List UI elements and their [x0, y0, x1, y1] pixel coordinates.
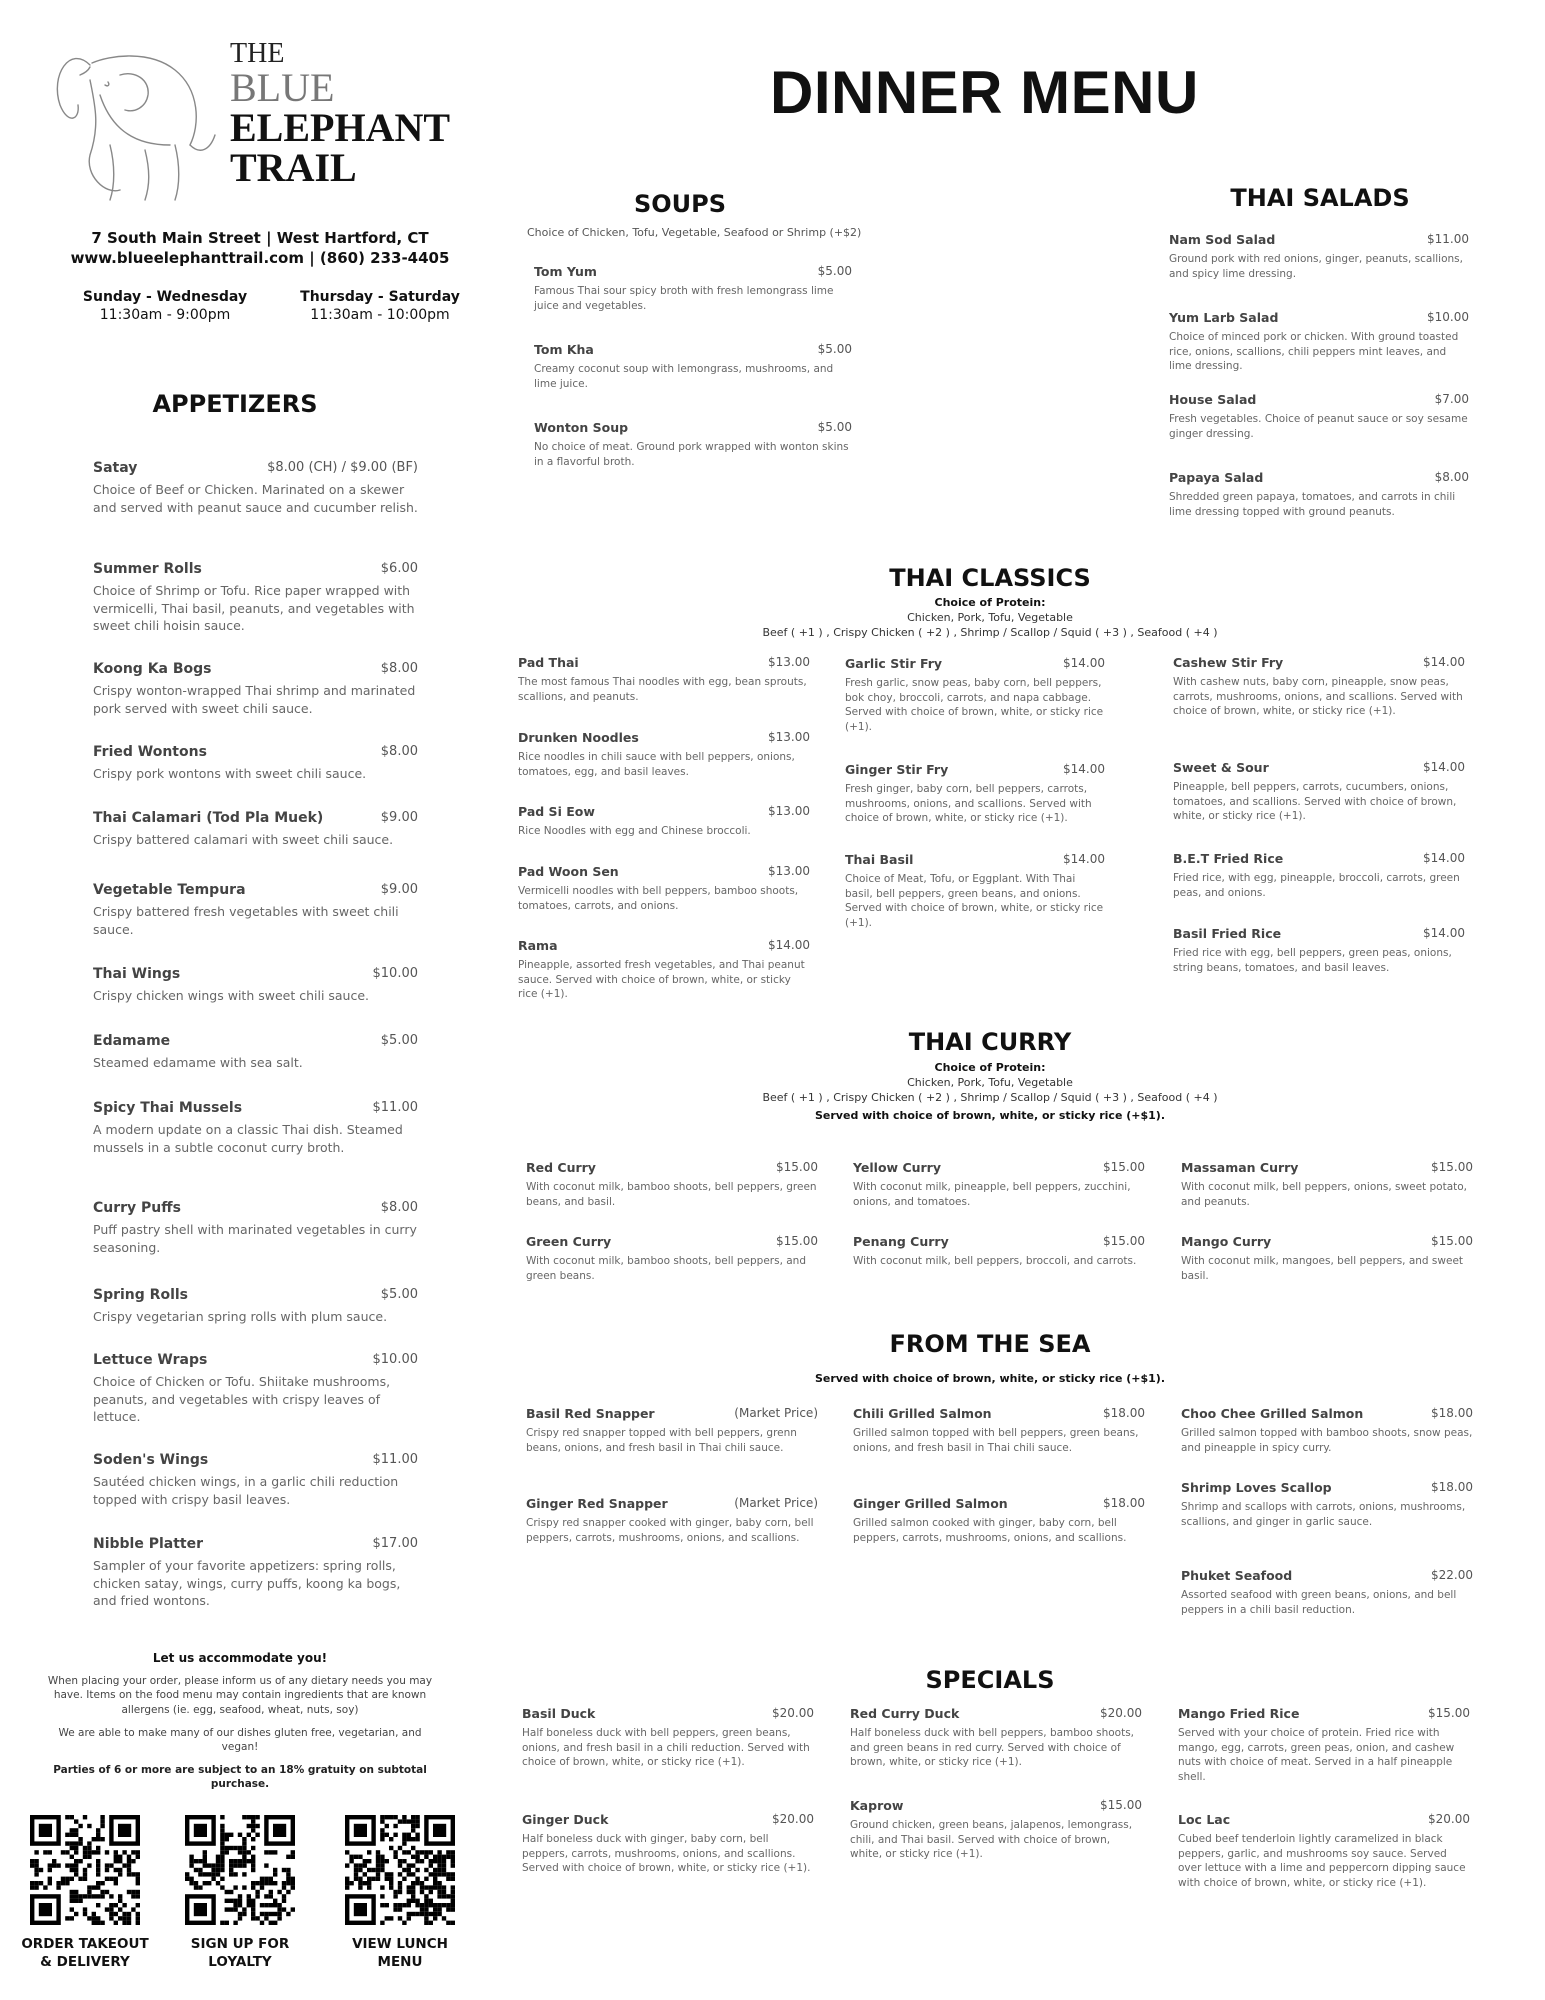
item-name: Spicy Thai Mussels — [93, 1100, 243, 1116]
item-name: Edamame — [93, 1033, 171, 1049]
menu-item-massaman-curry — [1181, 1160, 1473, 1209]
item-description: A modern update on a classic Thai dish. Steamed mussels in a subtle coconut curry broth. — [93, 1122, 403, 1155]
menu-item-edamame — [93, 1033, 418, 1072]
item-price: $14.00 — [1423, 760, 1465, 774]
soups-heading: SOUPS — [633, 190, 727, 218]
item-price: (Market Price) — [734, 1406, 818, 1420]
item-description: Choice of Beef or Chicken. Marinated on a skewer and served with peanut sauce and cucumber relish. — [93, 482, 418, 515]
item-name: Mango Fried Rice — [1178, 1706, 1300, 1721]
item-description: Vermicelli noodles with bell peppers, bamboo shoots, tomatoes, carrots, and onions. — [518, 885, 799, 912]
appetizers-heading: APPETIZERS — [152, 390, 318, 418]
item-description: Crispy wonton-wrapped Thai shrimp and marinated pork served with sweet chili sauce. — [93, 683, 416, 716]
protein-label: Choice of Protein: — [934, 1061, 1046, 1074]
soups-note: Choice of Chicken, Tofu, Vegetable, Seafood or Shrimp (+$2) — [527, 226, 862, 239]
accommodate-note — [45, 1650, 435, 1800]
menu-item-basil-fried-rice — [1173, 926, 1465, 975]
item-description: Crispy battered fresh vegetables with sweet chili sauce. — [93, 904, 399, 937]
item-description: With coconut milk, bamboo shoots, bell peppers, and green beans. — [526, 1255, 806, 1282]
menu-item-choo-chee-grilled-salmon — [1181, 1406, 1473, 1455]
item-name: House Salad — [1169, 392, 1257, 407]
protein-base: Chicken, Pork, Tofu, Vegetable — [907, 1075, 1073, 1089]
item-price: $8.00 (CH) / $9.00 (BF) — [267, 460, 418, 475]
item-name: Koong Ka Bogs — [93, 661, 212, 677]
item-name: Soden's Wings — [93, 1452, 209, 1468]
item-description: Fresh ginger, baby corn, bell peppers, carrots, mushrooms, onions, and scallions. Served with choice of brown, white, or sticky rice (+1). — [845, 783, 1092, 825]
item-price: $8.00 — [380, 744, 418, 759]
item-price: $15.00 — [776, 1160, 818, 1174]
menu-item-pad-thai — [518, 655, 810, 704]
menu-item-shrimp-loves-scallop — [1181, 1480, 1473, 1529]
protein-label: Choice of Protein: — [934, 596, 1046, 609]
item-price: $14.00 — [1423, 926, 1465, 940]
item-price: $13.00 — [768, 655, 810, 669]
curry-protein — [690, 1061, 1290, 1123]
elephant-logo-icon — [50, 35, 230, 205]
qr-label — [325, 1936, 475, 1971]
menu-item-ginger-stir-fry — [845, 762, 1105, 826]
menu-item-thai-basil — [845, 852, 1105, 931]
item-price: $5.00 — [380, 1033, 418, 1048]
item-name: Pad Thai — [518, 655, 579, 670]
menu-item-chili-grilled-salmon — [853, 1406, 1145, 1455]
item-description: Sampler of your favorite appetizers: spring rolls, chicken satay, wings, curry puffs, koong ka bogs, and fried wontons. — [93, 1558, 401, 1608]
qr-code-icon[interactable] — [185, 1815, 295, 1925]
specials-heading: SPECIALS — [925, 1666, 1055, 1694]
item-description: With cashew nuts, baby corn, pineapple, snow peas, carrots, mushrooms, onions, and scallions. Served with choice of brown, white, or sticky rice (+1). — [1173, 676, 1463, 718]
menu-item-mango-fried-rice — [1178, 1706, 1470, 1785]
menu-item-pad-woon-sen — [518, 864, 810, 913]
allergen-note: When placing your order, please inform us of any dietary needs you may have. Items on the food menu may contain ingredients that are known allergens (ie. egg, seafood, wheat, nuts, soy) — [47, 1675, 433, 1716]
item-name: Thai Basil — [845, 852, 914, 867]
item-price: $20.00 — [772, 1706, 814, 1720]
menu-item-basil-red-snapper — [526, 1406, 818, 1455]
item-description: Crispy battered calamari with sweet chili sauce. — [93, 832, 394, 847]
menu-item-kaprow — [850, 1798, 1142, 1862]
menu-item-b-e-t-fried-rice — [1173, 851, 1465, 900]
website-phone[interactable]: www.blueelephanttrail.com | (860) 233-4405 — [70, 249, 450, 268]
menu-item-papaya-salad — [1169, 470, 1469, 519]
item-description: Steamed edamame with sea salt. — [93, 1055, 303, 1070]
item-price: $6.00 — [380, 561, 418, 576]
item-name: Yellow Curry — [853, 1160, 941, 1175]
qr-code-icon[interactable] — [345, 1815, 455, 1925]
item-description: With coconut milk, pineapple, bell peppers, zucchini, onions, and tomatoes. — [853, 1181, 1131, 1208]
item-price: $8.00 — [380, 1200, 418, 1215]
menu-item-ginger-duck — [522, 1812, 814, 1876]
item-price: $14.00 — [1423, 655, 1465, 669]
menu-item-nibble-platter — [93, 1536, 418, 1610]
item-name: Ginger Stir Fry — [845, 762, 949, 777]
item-name: Mango Curry — [1181, 1234, 1272, 1249]
item-name: Choo Chee Grilled Salmon — [1181, 1406, 1364, 1421]
menu-item-fried-wontons — [93, 744, 418, 783]
gratuity-note: Parties of 6 or more are subject to an 18% gratuity on subtotal purchase. — [53, 1764, 427, 1791]
qr-label-line1: VIEW LUNCH — [352, 1936, 448, 1952]
menu-item-rama — [518, 938, 810, 1002]
item-description: Half boneless duck with bell peppers, green beans, onions, and fresh basil in a chili reduction. Served with choice of brown, white, or sticky rice (+1). — [522, 1727, 810, 1769]
item-price: $15.00 — [1431, 1160, 1473, 1174]
item-description: Famous Thai sour spicy broth with fresh lemongrass lime juice and vegetables. — [534, 285, 834, 312]
item-name: Phuket Seafood — [1181, 1568, 1293, 1583]
item-price: $14.00 — [768, 938, 810, 952]
qr-label-line1: ORDER TAKEOUT — [21, 1936, 149, 1952]
menu-item-tom-kha — [534, 342, 852, 391]
menu-item-drunken-noodles — [518, 730, 810, 779]
hours-time: 11:30am - 10:00pm — [310, 307, 450, 324]
menu-item-red-curry-duck — [850, 1706, 1142, 1770]
item-description: Cubed beef tenderloin lightly caramelized in black peppers, garlic, and mushrooms soy sauce. Served over lettuce with a lime and peppercorn dipping sauce with choice of brown, white, or sticky rice (+1). — [1178, 1833, 1466, 1890]
qr-label-line1: SIGN UP FOR — [190, 1936, 290, 1952]
item-price: $18.00 — [1431, 1480, 1473, 1494]
item-price: $17.00 — [372, 1536, 418, 1551]
sea-heading: FROM THE SEA — [889, 1330, 1091, 1358]
classics-protein — [690, 596, 1290, 641]
menu-item-green-curry — [526, 1234, 818, 1283]
item-description: Pineapple, bell peppers, carrots, cucumbers, onions, tomatoes, and scallions. Served with choice of brown, white, or sticky rice (+1). — [1173, 781, 1457, 823]
item-description: Ground chicken, green beans, jalapenos, lemongrass, chili, and Thai basil. Served with choice of brown, white, or sticky rice (+1). — [850, 1819, 1133, 1861]
item-name: Vegetable Tempura — [93, 882, 246, 898]
menu-item-nam-sod-salad — [1169, 232, 1469, 281]
curry-heading: THAI CURRY — [908, 1028, 1072, 1056]
item-name: Sweet & Sour — [1173, 760, 1269, 775]
item-name: Summer Rolls — [93, 561, 202, 577]
hours-time: 11:30am - 9:00pm — [99, 307, 231, 324]
item-price: $14.00 — [1063, 852, 1105, 866]
item-name: Red Curry Duck — [850, 1706, 960, 1721]
item-price: $10.00 — [1427, 310, 1469, 324]
item-description: Crispy pork wontons with sweet chili sauce. — [93, 766, 367, 781]
logo-wordmark — [230, 40, 450, 188]
hours-weekday — [60, 288, 270, 324]
contact-block — [60, 228, 460, 269]
address: 7 South Main Street | West Hartford, CT — [91, 229, 429, 247]
protein-upcharge: Beef ( +1 ) , Crispy Chicken ( +2 ) , Shrimp / Scallop / Squid ( +3 ) , Seafood ( +4 ) — [762, 625, 1218, 639]
item-name: Yum Larb Salad — [1169, 310, 1279, 325]
menu-item-lettuce-wraps — [93, 1352, 418, 1426]
item-name: Basil Duck — [522, 1706, 596, 1721]
item-name: Ginger Red Snapper — [526, 1496, 668, 1511]
item-description: Crispy red snapper topped with bell peppers, grenn beans, onions, and fresh basil in Thai chili sauce. — [526, 1427, 797, 1454]
item-description: With coconut milk, mangoes, bell peppers, and sweet basil. — [1181, 1255, 1464, 1282]
menu-item-pad-si-eow — [518, 804, 810, 839]
item-description: Puff pastry shell with marinated vegetables in curry seasoning. — [93, 1222, 417, 1255]
menu-item-cashew-stir-fry — [1173, 655, 1465, 719]
item-name: Drunken Noodles — [518, 730, 639, 745]
logo-line-the: THE — [230, 38, 285, 69]
menu-item-wonton-soup — [534, 420, 852, 469]
item-name: Ginger Grilled Salmon — [853, 1496, 1008, 1511]
classics-heading: THAI CLASSICS — [889, 564, 1091, 592]
qr-code-icon[interactable] — [30, 1815, 140, 1925]
menu-item-spring-rolls — [93, 1287, 418, 1326]
item-description: Served with your choice of protein. Fried rice with mango, egg, carrots, green peas, onion, and cashew nuts with choice of meat. Served in a half pineapple shell. — [1178, 1727, 1455, 1784]
item-description: Grilled salmon cooked with ginger, baby corn, bell peppers, carrots, mushrooms, onions, and scallions. — [853, 1517, 1127, 1544]
item-price: $18.00 — [1103, 1496, 1145, 1510]
item-description: Half boneless duck with bell peppers, bamboo shoots, and green beans in red curry. Served with choice of brown, white, or sticky rice (+1). — [850, 1727, 1135, 1769]
item-price: $20.00 — [1428, 1812, 1470, 1826]
item-price: $15.00 — [776, 1234, 818, 1248]
item-price: $18.00 — [1103, 1406, 1145, 1420]
menu-item-soden-s-wings — [93, 1452, 418, 1508]
item-name: Garlic Stir Fry — [845, 656, 943, 671]
item-price: $9.00 — [380, 882, 418, 897]
item-price: $10.00 — [372, 1352, 418, 1367]
item-price: $13.00 — [768, 804, 810, 818]
item-price: $11.00 — [372, 1452, 418, 1467]
item-price: $22.00 — [1431, 1568, 1473, 1582]
qr-label — [10, 1936, 160, 1971]
menu-item-red-curry — [526, 1160, 818, 1209]
menu-item-basil-duck — [522, 1706, 814, 1770]
menu-item-tom-yum — [534, 264, 852, 313]
item-name: Shrimp Loves Scallop — [1181, 1480, 1332, 1495]
item-price: $9.00 — [380, 810, 418, 825]
salads-heading: THAI SALADS — [1230, 184, 1410, 212]
hours-weekend — [275, 288, 485, 324]
item-description: Creamy coconut soup with lemongrass, mushrooms, and lime juice. — [534, 363, 834, 390]
menu-item-vegetable-tempura — [93, 882, 418, 938]
menu-item-loc-lac — [1178, 1812, 1470, 1891]
menu-item-ginger-grilled-salmon — [853, 1496, 1145, 1545]
item-description: Half boneless duck with ginger, baby corn, bell peppers, carrots, mushrooms, onions, and scallions. Served with choice of brown, white, or sticky rice (+1). — [522, 1833, 811, 1875]
menu-item-yellow-curry — [853, 1160, 1145, 1209]
item-description: Ground pork with red onions, ginger, peanuts, scallions, and spicy lime dressing. — [1169, 253, 1463, 280]
menu-item-thai-calamari-tod-pla-muek — [93, 810, 418, 849]
menu-item-penang-curry — [853, 1234, 1145, 1269]
item-name: Rama — [518, 938, 558, 953]
item-name: B.E.T Fried Rice — [1173, 851, 1284, 866]
item-name: Satay — [93, 460, 138, 476]
item-price: $8.00 — [1434, 470, 1469, 484]
menu-item-summer-rolls — [93, 561, 418, 635]
menu-item-house-salad — [1169, 392, 1469, 441]
item-name: Nibble Platter — [93, 1536, 204, 1552]
protein-upcharge: Beef ( +1 ) , Crispy Chicken ( +2 ) , Shrimp / Scallop / Squid ( +3 ) , Seafood ( +4 ) — [762, 1090, 1218, 1104]
item-price: $11.00 — [1427, 232, 1469, 246]
item-name: Papaya Salad — [1169, 470, 1264, 485]
qr-label-line2: MENU — [377, 1953, 423, 1970]
item-description: With coconut milk, bell peppers, onions, sweet potato, and peanuts. — [1181, 1181, 1468, 1208]
item-description: Fried rice with egg, bell peppers, green peas, onions, string beans, tomatoes, and basil leaves. — [1173, 947, 1452, 974]
logo-line-trail: TRAIL — [230, 145, 357, 190]
item-name: Basil Fried Rice — [1173, 926, 1282, 941]
item-price: $5.00 — [817, 420, 852, 434]
item-name: Pad Woon Sen — [518, 864, 619, 879]
item-name: Thai Calamari (Tod Pla Muek) — [93, 810, 324, 826]
item-price: $15.00 — [1103, 1234, 1145, 1248]
item-price: $15.00 — [1103, 1160, 1145, 1174]
item-description: Choice of Chicken or Tofu. Shiitake mushrooms, peanuts, and vegetables with crispy leaves of lettuce. — [93, 1374, 391, 1424]
item-price: $15.00 — [1431, 1234, 1473, 1248]
dietary-note: We are able to make many of our dishes gluten free, vegetarian, and vegan! — [58, 1726, 422, 1753]
menu-item-garlic-stir-fry — [845, 656, 1105, 735]
item-name: Spring Rolls — [93, 1287, 188, 1303]
menu-item-ginger-red-snapper — [526, 1496, 818, 1545]
item-price: $10.00 — [372, 966, 418, 981]
qr-label-line2: LOYALTY — [208, 1953, 272, 1970]
item-description: Crispy red snapper cooked with ginger, baby corn, bell peppers, carrots, mushrooms, onions, and scallions. — [526, 1517, 814, 1544]
hours-days: Thursday - Saturday — [300, 289, 460, 305]
item-price: $8.00 — [380, 661, 418, 676]
item-description: Fresh garlic, snow peas, baby corn, bell peppers, bok choy, broccoli, carrots, and napa cabbage. Served with choice of brown, white, or sticky rice (+1). — [845, 677, 1104, 734]
logo-line-elephant: ELEPHANT — [230, 105, 451, 150]
item-description: With coconut milk, bamboo shoots, bell peppers, green beans, and basil. — [526, 1181, 817, 1208]
item-name: Wonton Soup — [534, 420, 629, 435]
item-description: Assorted seafood with green beans, onions, and bell peppers in a chili basil reduction. — [1181, 1589, 1457, 1616]
item-description: The most famous Thai noodles with egg, bean sprouts, scallions, and peanuts. — [518, 676, 807, 703]
item-name: Ginger Duck — [522, 1812, 609, 1827]
item-description: Sautéed chicken wings, in a garlic chili reduction topped with crispy basil leaves. — [93, 1474, 399, 1507]
item-name: Pad Si Eow — [518, 804, 595, 819]
item-description: Shredded green papaya, tomatoes, and carrots in chili lime dressing topped with ground peanuts. — [1169, 491, 1456, 518]
menu-item-curry-puffs — [93, 1200, 418, 1256]
item-description: Choice of Meat, Tofu, or Eggplant. With Thai basil, bell peppers, green beans, and onions. Served with choice of brown, white, or sticky rice (+1). — [845, 873, 1104, 930]
menu-item-sweet-sour — [1173, 760, 1465, 824]
item-description: Pineapple, assorted fresh vegetables, and Thai peanut sauce. Served with choice of brown, white, or sticky rice (+1). — [518, 959, 805, 1001]
item-description: Rice noodles in chili sauce with bell peppers, onions, tomatoes, egg, and basil leaves. — [518, 751, 795, 778]
item-price: $11.00 — [372, 1100, 418, 1115]
menu-item-yum-larb-salad — [1169, 310, 1469, 374]
item-price: $14.00 — [1423, 851, 1465, 865]
item-name: Cashew Stir Fry — [1173, 655, 1284, 670]
item-name: Chili Grilled Salmon — [853, 1406, 992, 1421]
menu-item-mango-curry — [1181, 1234, 1473, 1283]
accommodate-heading: Let us accommodate you! — [152, 1651, 328, 1665]
item-name: Massaman Curry — [1181, 1160, 1299, 1175]
item-price: $13.00 — [768, 864, 810, 878]
item-name: Loc Lac — [1178, 1812, 1231, 1827]
sea-subnote — [690, 1372, 1290, 1387]
item-price: $15.00 — [1428, 1706, 1470, 1720]
menu-item-koong-ka-bogs — [93, 661, 418, 717]
item-description: Crispy vegetarian spring rolls with plum sauce. — [93, 1309, 388, 1324]
item-price: $5.00 — [817, 342, 852, 356]
menu-item-thai-wings — [93, 966, 418, 1005]
item-description: Fried rice, with egg, pineapple, broccoli, carrots, green peas, and onions. — [1173, 872, 1460, 899]
item-description: Grilled salmon topped with bamboo shoots, snow peas, and pineapple in spicy curry. — [1181, 1427, 1473, 1454]
page-title: DINNER MENU — [770, 59, 1199, 126]
item-name: Kaprow — [850, 1798, 904, 1813]
item-name: Curry Puffs — [93, 1200, 181, 1216]
item-name: Penang Curry — [853, 1234, 949, 1249]
item-name: Tom Yum — [534, 264, 597, 279]
item-price: $7.00 — [1434, 392, 1469, 406]
item-price: $14.00 — [1063, 762, 1105, 776]
curry-rice-note: Served with choice of brown, white, or sticky rice (+$1). — [815, 1108, 1165, 1122]
hours-days: Sunday - Wednesday — [82, 289, 248, 305]
item-price: $20.00 — [772, 1812, 814, 1826]
menu-item-phuket-seafood — [1181, 1568, 1473, 1617]
qr-label — [165, 1936, 315, 1971]
item-name: Basil Red Snapper — [526, 1406, 655, 1421]
item-description: Choice of Shrimp or Tofu. Rice paper wrapped with vermicelli, Thai basil, peanuts, and vegetables with sweet chili hoisin sauce. — [93, 583, 415, 633]
item-price: $15.00 — [1100, 1798, 1142, 1812]
item-name: Tom Kha — [534, 342, 594, 357]
item-price: $5.00 — [817, 264, 852, 278]
item-description: No choice of meat. Ground pork wrapped with wonton skins in a flavorful broth. — [534, 441, 849, 468]
item-price: $13.00 — [768, 730, 810, 744]
item-name: Nam Sod Salad — [1169, 232, 1276, 247]
protein-base: Chicken, Pork, Tofu, Vegetable — [907, 610, 1073, 624]
item-description: Grilled salmon topped with bell peppers, green beans, onions, and fresh basil in Thai chili sauce. — [853, 1427, 1139, 1454]
item-price: $5.00 — [380, 1287, 418, 1302]
item-name: Thai Wings — [93, 966, 181, 982]
item-name: Red Curry — [526, 1160, 596, 1175]
item-description: Fresh vegetables. Choice of peanut sauce or soy sesame ginger dressing. — [1169, 413, 1468, 440]
item-price: (Market Price) — [734, 1496, 818, 1510]
item-name: Green Curry — [526, 1234, 612, 1249]
item-price: $20.00 — [1100, 1706, 1142, 1720]
item-description: Rice Noodles with egg and Chinese broccoli. — [518, 825, 751, 837]
item-description: Crispy chicken wings with sweet chili sauce. — [93, 988, 370, 1003]
menu-item-satay — [93, 460, 418, 516]
item-price: $14.00 — [1063, 656, 1105, 670]
item-name: Fried Wontons — [93, 744, 207, 760]
logo-line-blue: BLUE — [230, 65, 335, 110]
menu-item-spicy-thai-mussels — [93, 1100, 418, 1156]
sea-rice-note: Served with choice of brown, white, or sticky rice (+$1). — [815, 1372, 1165, 1385]
qr-label-line2: & DELIVERY — [40, 1953, 130, 1970]
item-price: $18.00 — [1431, 1406, 1473, 1420]
item-name: Lettuce Wraps — [93, 1352, 208, 1368]
item-description: With coconut milk, bell peppers, broccoli, and carrots. — [853, 1255, 1137, 1267]
item-description: Shrimp and scallops with carrots, onions, mushrooms, scallions, and ginger in garlic sauce. — [1181, 1501, 1466, 1528]
item-description: Choice of minced pork or chicken. With ground toasted rice, onions, scallions, chili peppers mint leaves, and lime dressing. — [1169, 331, 1459, 373]
